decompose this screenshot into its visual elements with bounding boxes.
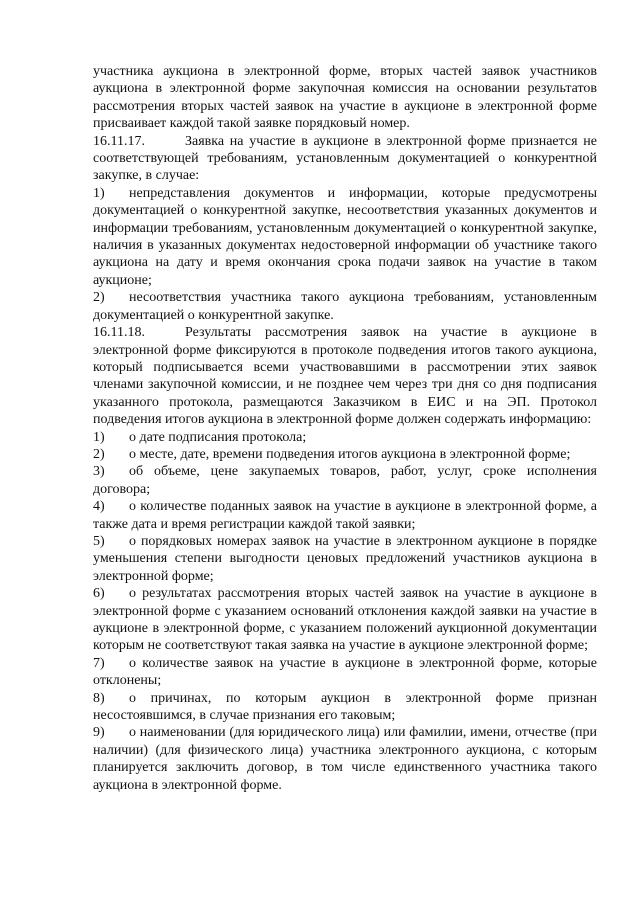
clause-16-11-17 xyxy=(93,133,597,185)
list-item-text: о месте, дате, времени подведения итогов аукциона в электронной форме; xyxy=(129,446,571,462)
list-item-number: 9) xyxy=(93,725,105,741)
paragraph-continuation xyxy=(93,63,597,133)
document-page xyxy=(93,63,597,794)
list-item-text: о количестве заявок на участие в аукционе в электронной форме, которые отклонены; xyxy=(93,655,597,689)
list-item-number: 1) xyxy=(93,429,105,445)
clause-16-11-18 xyxy=(93,324,597,428)
list-item-text: о наименовании (для юридического лица) или фамилии, имени, отчестве (при наличии) (для физического лица) участника электронного аукциона, с которым планируется заключить договор, в том числе единственного участника такого аукциона в электронной форме. xyxy=(93,725,597,793)
list-item xyxy=(93,585,597,655)
clause-number: 16.11.18. xyxy=(93,325,145,341)
list-item xyxy=(93,724,597,794)
clause-number: 16.11.17. xyxy=(93,133,145,149)
list-item xyxy=(93,533,597,585)
paragraph-text: Заявка на участие в аукционе в электронной форме признается не соответствующей требованиям, установленным документацией о конкурентной закупке, в случае: xyxy=(93,133,597,184)
paragraph-text: Результаты рассмотрения заявок на участие в аукционе в электронной форме фиксируются в протоколе подведения итогов такого аукциона, который подписывается всеми участвовавшими в рассмотрении этих заявок членами закупочной комиссии, и не позднее чем через три дня со дня подписания указанного протокола, размещаются Заказчиком в ЕИС и на ЭП. Протокол подведения итогов аукциона в электронной форме должен содержать информацию: xyxy=(93,325,597,428)
list-item-text: об объеме, цене закупаемых товаров, работ, услуг, сроке исполнения договора; xyxy=(93,464,597,497)
list-item-number: 6) xyxy=(93,586,105,602)
list-item-number: 7) xyxy=(93,655,105,671)
list-item-number: 4) xyxy=(93,499,105,515)
list-item xyxy=(93,429,597,446)
list-item-number: 2) xyxy=(93,446,105,462)
list-item-text: несоответствия участника такого аукциона требованиям, установленным документацией о конкурентной закупке. xyxy=(93,290,597,323)
list-item-number: 2) xyxy=(93,290,105,306)
list-item xyxy=(93,289,597,324)
list-item-number: 1) xyxy=(93,185,105,201)
list-item-number: 3) xyxy=(93,464,105,480)
list-item xyxy=(93,463,597,498)
paragraph-text: участника аукциона в электронной форме, вторых частей заявок участников аукциона в электронной форме закупочная комиссия на основании результатов рассмотрения вторых частей заявок на участие в аукционе в электронной форме присваивает каждой такой заявке порядковый номер. xyxy=(93,64,597,132)
list-item xyxy=(93,655,597,690)
list-item-text: о результатах рассмотрения вторых частей заявок на участие в аукционе в электронной форме с указанием оснований отклонения каждой заявки на участие в аукционе в электронной форме, с указанием положений аукционной документации которым не соответствуют такая заявка на участие в аукционе электронной форме; xyxy=(93,586,597,654)
list-item xyxy=(93,185,597,289)
list-item-text: непредставления документов и информации, которые предусмотрены документацией о конкурентной закупке, несоответствия указанных документов и информации требованиям, установленным документацией о конкурентной закупке, наличия в указанных документах недостоверной информации об участнике такого аукциона на дату и время окончания срока подачи заявок на участие в таком аукционе; xyxy=(93,185,597,288)
list-item xyxy=(93,498,597,533)
list-item-text: о порядковых номерах заявок на участие в электронном аукционе в порядке уменьшения степени выгодности ценовых предложений участников аукциона в электронной форме; xyxy=(93,533,597,584)
list-item-number: 5) xyxy=(93,533,105,549)
list-item xyxy=(93,690,597,725)
list-item-text: о причинах, по которым аукцион в электронной форме признан несостоявшимся, в случае признания его таковым; xyxy=(93,690,597,724)
list-item-number: 8) xyxy=(93,690,105,706)
list-item xyxy=(93,446,597,463)
list-item-text: о дате подписания протокола; xyxy=(129,429,307,445)
list-item-text: о количестве поданных заявок на участие в аукционе в электронной форме, а также дата и время регистрации каждой такой заявки; xyxy=(93,499,597,532)
